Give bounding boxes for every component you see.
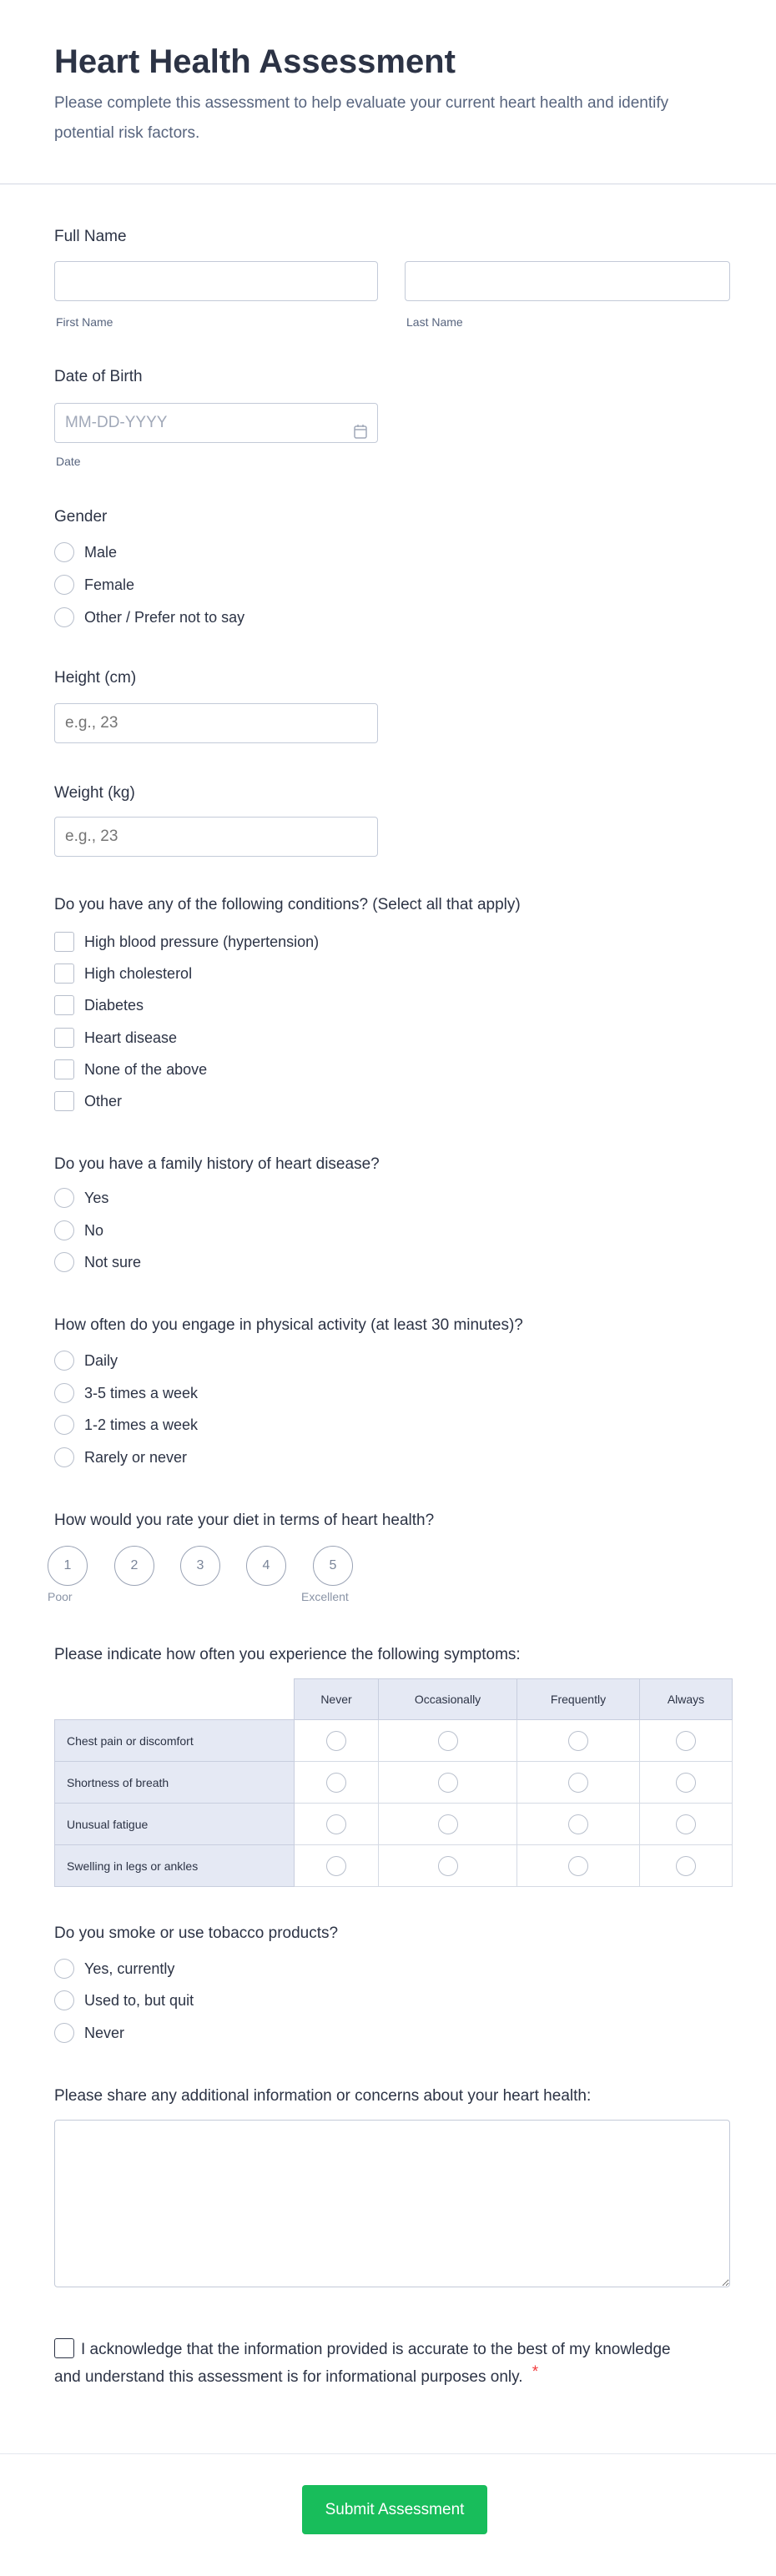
option-label: Yes, currently xyxy=(84,1960,175,1977)
condition-option[interactable] xyxy=(54,931,319,953)
row-header: Swelling in legs or ankles xyxy=(55,1845,295,1887)
radio-button[interactable] xyxy=(438,1856,458,1876)
option-label: Yes xyxy=(84,1189,109,1206)
footer-divider xyxy=(0,2453,776,2454)
radio-button[interactable] xyxy=(438,1773,458,1793)
gender-label: Gender xyxy=(54,508,108,526)
option-label: None of the above xyxy=(84,1060,208,1078)
row-header: Shortness of breath xyxy=(55,1762,295,1804)
radio-button[interactable] xyxy=(54,1959,74,1979)
acknowledge-checkbox[interactable] xyxy=(54,2338,74,2358)
column-header: Frequently xyxy=(517,1679,640,1720)
option-label: Rarely or never xyxy=(84,1448,188,1466)
radio-button[interactable] xyxy=(676,1731,696,1751)
checkbox[interactable] xyxy=(54,932,74,952)
full-name-label: Full Name xyxy=(54,228,127,245)
height-label: Height (cm) xyxy=(54,669,137,687)
radio-button[interactable] xyxy=(54,607,74,627)
option-label: Female xyxy=(84,576,135,593)
option-label: Other xyxy=(84,1092,123,1109)
table-row xyxy=(55,1720,733,1762)
dob-sublabel: Date xyxy=(56,455,81,468)
rating-option-5[interactable]: 5 xyxy=(313,1546,353,1586)
checkbox[interactable] xyxy=(54,963,74,984)
activity-option[interactable] xyxy=(54,1414,198,1436)
radio-button[interactable] xyxy=(54,1220,74,1240)
radio-button[interactable] xyxy=(568,1856,588,1876)
radio-button[interactable] xyxy=(568,1814,588,1834)
table-row xyxy=(55,1804,733,1845)
table-row xyxy=(55,1762,733,1804)
rating-option-3[interactable]: 3 xyxy=(180,1546,220,1586)
submit-button[interactable]: Submit Assessment xyxy=(302,2485,487,2534)
radio-button[interactable] xyxy=(438,1814,458,1834)
family-option[interactable] xyxy=(54,1220,103,1241)
rating-option-1[interactable]: 1 xyxy=(48,1546,88,1586)
condition-option[interactable] xyxy=(54,963,192,984)
weight-label: Weight (kg) xyxy=(54,784,135,802)
option-label: High blood pressure (hypertension) xyxy=(84,933,320,950)
dob-label: Date of Birth xyxy=(54,368,143,385)
conditions-label: Do you have any of the following conditions? (Select all that apply) xyxy=(54,896,521,913)
smoke-option[interactable] xyxy=(54,2022,124,2044)
column-header: Occasionally xyxy=(379,1679,517,1720)
rating-option-2[interactable]: 2 xyxy=(114,1546,154,1586)
radio-button[interactable] xyxy=(326,1856,346,1876)
smoke-option[interactable] xyxy=(54,1958,174,1980)
option-label: Never xyxy=(84,2024,125,2041)
last-name-input[interactable] xyxy=(405,261,730,301)
radio-button[interactable] xyxy=(54,1252,74,1272)
column-header: Always xyxy=(640,1679,733,1720)
radio-button[interactable] xyxy=(568,1731,588,1751)
radio-button[interactable] xyxy=(54,1447,74,1467)
checkbox[interactable] xyxy=(54,1028,74,1048)
family-option[interactable] xyxy=(54,1251,141,1273)
row-header: Chest pain or discomfort xyxy=(55,1720,295,1762)
option-label: 3-5 times a week xyxy=(84,1384,199,1401)
rating-option-4[interactable]: 4 xyxy=(246,1546,286,1586)
radio-button[interactable] xyxy=(54,542,74,562)
activity-option[interactable] xyxy=(54,1382,198,1404)
radio-button[interactable] xyxy=(568,1773,588,1793)
radio-button[interactable] xyxy=(676,1814,696,1834)
radio-button[interactable] xyxy=(326,1814,346,1834)
acknowledge-field xyxy=(54,2338,672,2388)
condition-option[interactable] xyxy=(54,1027,177,1049)
option-label: High cholesterol xyxy=(84,964,193,982)
radio-button[interactable] xyxy=(54,1351,74,1371)
row-header: Unusual fatigue xyxy=(55,1804,295,1845)
additional-info-textarea[interactable] xyxy=(54,2120,730,2287)
first-name-sublabel: First Name xyxy=(56,315,113,329)
dob-placeholder: MM-DD-YYYY xyxy=(65,414,168,431)
weight-input[interactable] xyxy=(54,817,378,857)
activity-label: How often do you engage in physical activity (at least 30 minutes)? xyxy=(54,1316,523,1334)
radio-button[interactable] xyxy=(676,1773,696,1793)
last-name-sublabel: Last Name xyxy=(406,315,463,329)
radio-button[interactable] xyxy=(438,1731,458,1751)
family-history-label: Do you have a family history of heart disease? xyxy=(54,1155,380,1173)
symptoms-matrix xyxy=(54,1678,733,1887)
activity-option[interactable] xyxy=(54,1350,118,1371)
condition-option[interactable] xyxy=(54,994,144,1016)
option-label: No xyxy=(84,1221,104,1239)
radio-button[interactable] xyxy=(54,2023,74,2043)
family-option[interactable] xyxy=(54,1187,108,1209)
smoke-option[interactable] xyxy=(54,1990,194,2011)
gender-option[interactable] xyxy=(54,574,134,596)
radio-button[interactable] xyxy=(676,1856,696,1876)
height-input[interactable] xyxy=(54,703,378,743)
radio-button[interactable] xyxy=(54,1383,74,1403)
acknowledge-text: I acknowledge that the information provided is accurate to the best of my knowledge and understand this assessment is for informational purposes only. xyxy=(54,2341,671,2386)
radio-button[interactable] xyxy=(326,1731,346,1751)
option-label: 1-2 times a week xyxy=(84,1416,199,1433)
table-row xyxy=(55,1845,733,1887)
option-label: Male xyxy=(84,543,118,561)
checkbox[interactable] xyxy=(54,1059,74,1079)
rating-low-label: Poor xyxy=(48,1590,73,1603)
radio-button[interactable] xyxy=(54,1990,74,2010)
page-title: Heart Health Assessment xyxy=(54,43,456,80)
option-label: Not sure xyxy=(84,1253,142,1270)
option-label: Used to, but quit xyxy=(84,1991,194,2009)
page-subtitle: Please complete this assessment to help evaluate your current heart health and identify potential risk factors. xyxy=(54,94,669,142)
radio-button[interactable] xyxy=(326,1773,346,1793)
radio-button[interactable] xyxy=(54,575,74,595)
radio-button[interactable] xyxy=(54,1415,74,1435)
gender-option[interactable] xyxy=(54,606,244,628)
matrix-header-row xyxy=(55,1679,733,1720)
additional-info-label: Please share any additional information or concerns about your heart health: xyxy=(54,2087,592,2105)
checkbox[interactable] xyxy=(54,995,74,1015)
dob-input[interactable] xyxy=(54,403,378,443)
checkbox[interactable] xyxy=(54,1091,74,1111)
diet-label: How would you rate your diet in terms of heart health? xyxy=(54,1512,435,1529)
matrix-corner xyxy=(55,1679,295,1720)
required-asterisk: * xyxy=(532,2363,539,2381)
radio-button[interactable] xyxy=(54,1188,74,1208)
condition-option[interactable] xyxy=(54,1059,207,1080)
smoke-label: Do you smoke or use tobacco products? xyxy=(54,1924,339,1942)
activity-option[interactable] xyxy=(54,1446,187,1468)
condition-option[interactable] xyxy=(54,1090,122,1112)
option-label: Heart disease xyxy=(84,1029,178,1046)
first-name-input[interactable] xyxy=(54,261,378,301)
option-label: Diabetes xyxy=(84,996,144,1014)
gender-option[interactable] xyxy=(54,541,117,563)
option-label: Other / Prefer not to say xyxy=(84,608,245,626)
option-label: Daily xyxy=(84,1351,118,1369)
rating-high-label: Excellent xyxy=(301,1590,349,1603)
symptoms-label: Please indicate how often you experience the following symptoms: xyxy=(54,1646,521,1663)
column-header: Never xyxy=(295,1679,379,1720)
calendar-icon[interactable] xyxy=(354,415,367,454)
